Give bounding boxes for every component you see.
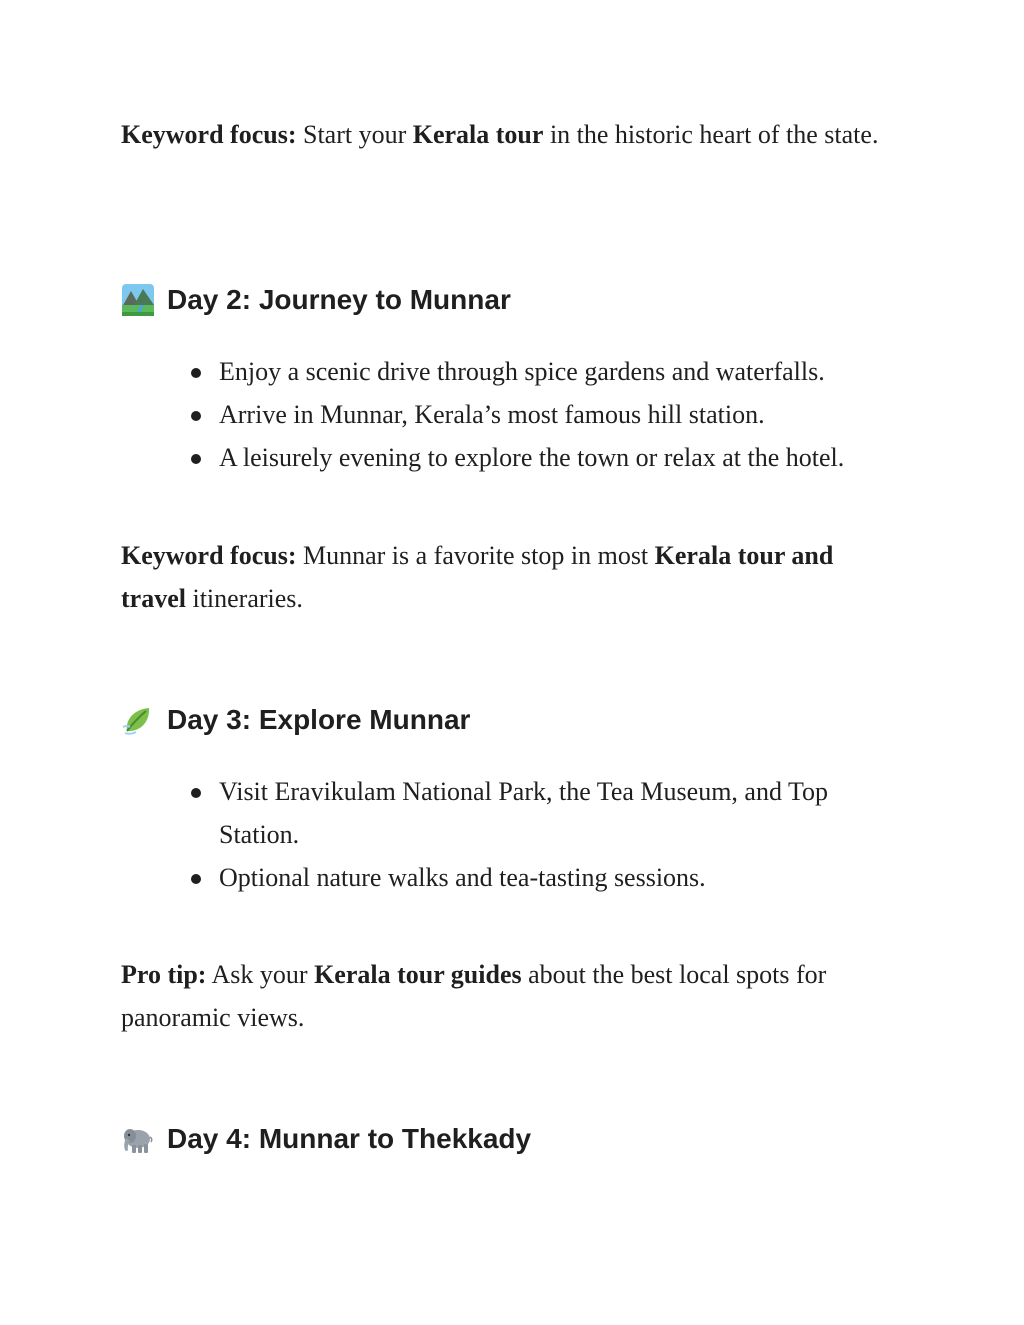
national-park-icon	[121, 283, 155, 317]
day2-bullets-block	[121, 350, 901, 479]
list-item: Arrive in Munnar, Kerala’s most famous hill station.	[191, 393, 901, 436]
keyword-focus-label: Keyword focus:	[121, 541, 297, 570]
day3-bullets-block	[121, 770, 901, 899]
day2-heading-block	[121, 282, 901, 318]
list-item: Enjoy a scenic drive through spice gardens and waterfalls.	[191, 350, 901, 393]
day4-heading-block	[121, 1121, 901, 1157]
list-item: Optional nature walks and tea-tasting sessions.	[191, 856, 901, 899]
day3-heading-block	[121, 702, 901, 738]
day3-note-text-1: Ask your	[206, 960, 315, 989]
intro-paragraph-block	[121, 113, 901, 156]
day2-title: Day 2: Journey to Munnar	[167, 284, 511, 315]
day3-heading	[121, 702, 901, 738]
day2-note-bold-keyword: Kerala tour and travel	[121, 541, 834, 613]
day2-note-text-2: itineraries.	[185, 584, 303, 613]
intro-text-1: Start your	[296, 120, 413, 149]
day3-note-text-2: about the best local spots for panoramic views.	[121, 960, 827, 1032]
elephant-icon	[121, 1122, 155, 1156]
day3-title: Day 3: Explore Munnar	[167, 704, 471, 735]
day2-note-block	[121, 534, 901, 620]
day3-note-bold-keyword: Kerala tour guides	[314, 960, 522, 989]
day2-bullet-list	[121, 350, 901, 479]
intro-text-2: in the historic heart of the state.	[543, 120, 879, 149]
intro-bold-keyword: Kerala tour	[412, 120, 544, 149]
day2-heading	[121, 282, 901, 318]
pro-tip-paragraph	[121, 953, 901, 1039]
day3-bullet-list	[121, 770, 901, 899]
list-item: Visit Eravikulam National Park, the Tea Museum, and Top Station.	[191, 770, 901, 856]
day2-keyword-paragraph	[121, 534, 901, 620]
intro-paragraph	[121, 113, 901, 156]
day3-note-block	[121, 953, 901, 1039]
keyword-focus-label: Keyword focus:	[121, 120, 297, 149]
day2-note-text-1: Munnar is a favorite stop in most	[296, 541, 655, 570]
day4-title: Day 4: Munnar to Thekkady	[167, 1123, 532, 1154]
leaf-icon	[121, 703, 155, 737]
day4-heading	[121, 1121, 901, 1157]
pro-tip-label: Pro tip:	[121, 960, 207, 989]
list-item: A leisurely evening to explore the town or relax at the hotel.	[191, 436, 901, 479]
